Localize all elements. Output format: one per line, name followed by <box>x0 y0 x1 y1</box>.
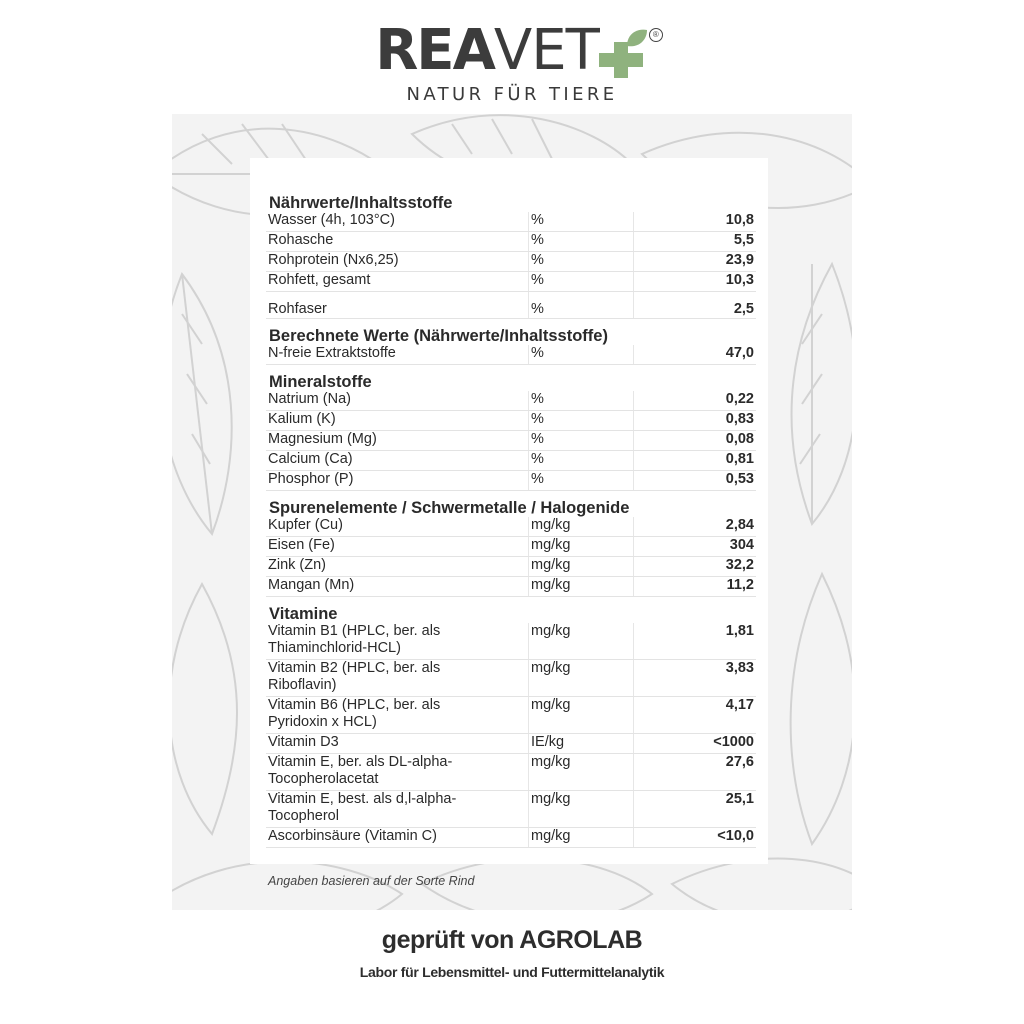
row-unit: mg/kg <box>529 754 634 791</box>
row-label <box>266 660 529 697</box>
row-unit: % <box>529 451 634 471</box>
row-value: 23,9 <box>634 252 757 272</box>
row-unit: % <box>529 431 634 451</box>
row-unit: % <box>529 232 634 252</box>
row-value: 0,83 <box>634 411 757 431</box>
section-title: Nährwerte/Inhaltsstoffe <box>269 194 453 212</box>
row-value: 27,6 <box>634 754 757 791</box>
table-row <box>266 471 756 491</box>
row-value: 0,81 <box>634 451 757 471</box>
table-row <box>266 391 756 411</box>
row-value: 1,81 <box>634 623 757 660</box>
table-row <box>266 451 756 471</box>
table-row <box>266 232 756 252</box>
row-unit: mg/kg <box>529 537 634 557</box>
table-row <box>266 697 756 734</box>
brand-tagline: NATUR FÜR TIERE <box>406 84 618 105</box>
row-label-line: Riboflavin) <box>268 677 337 693</box>
row-label-line: Vitamin B6 (HPLC, ber. als <box>268 697 441 713</box>
row-unit: % <box>529 212 634 232</box>
row-value: 25,1 <box>634 791 757 828</box>
row-label <box>266 471 529 491</box>
table-row <box>266 411 756 431</box>
row-unit: mg/kg <box>529 517 634 537</box>
row-value: 3,83 <box>634 660 757 697</box>
row-unit: mg/kg <box>529 660 634 697</box>
row-label <box>266 537 529 557</box>
row-label <box>266 252 529 272</box>
table-row <box>266 345 756 365</box>
row-label-line: Phosphor (P) <box>268 471 354 487</box>
row-label <box>266 411 529 431</box>
row-value: <10,0 <box>634 828 757 848</box>
row-unit: % <box>529 411 634 431</box>
row-value: 0,53 <box>634 471 757 491</box>
row-label <box>266 697 529 734</box>
table-row <box>266 272 756 292</box>
table-row <box>266 517 756 537</box>
row-label-line: Vitamin D3 <box>268 734 339 750</box>
row-label <box>266 517 529 537</box>
section-title: Mineralstoffe <box>269 373 372 391</box>
row-label <box>266 272 529 292</box>
row-label <box>266 791 529 828</box>
row-unit: mg/kg <box>529 697 634 734</box>
table-row <box>266 212 756 232</box>
row-label <box>266 623 529 660</box>
row-unit: mg/kg <box>529 623 634 660</box>
nutrition-table <box>266 186 756 848</box>
table-row <box>266 754 756 791</box>
row-label-line: Kupfer (Cu) <box>268 517 343 533</box>
row-label <box>266 734 529 754</box>
row-label-line: Natrium (Na) <box>268 391 351 407</box>
row-unit: mg/kg <box>529 828 634 848</box>
registered-mark: ® <box>649 28 663 42</box>
row-label-line: Vitamin E, best. als d,l-alpha- <box>268 791 457 807</box>
row-unit: % <box>529 292 634 319</box>
row-value: 32,2 <box>634 557 757 577</box>
footnote: Angaben basieren auf der Sorte Rind <box>268 874 475 888</box>
row-unit: % <box>529 471 634 491</box>
row-label-line: Rohprotein (Nx6,25) <box>268 252 399 268</box>
row-unit: mg/kg <box>529 791 634 828</box>
section-heading <box>266 186 756 212</box>
table-row <box>266 431 756 451</box>
row-label-line: Zink (Zn) <box>268 557 326 573</box>
row-label-line: Tocopherolacetat <box>268 771 379 787</box>
row-unit: % <box>529 391 634 411</box>
row-unit: mg/kg <box>529 577 634 597</box>
row-value: 10,3 <box>634 272 757 292</box>
section-heading <box>266 365 756 392</box>
table-row <box>266 292 756 319</box>
tested-by-heading: geprüft von AGROLAB <box>381 926 643 954</box>
table-row <box>266 252 756 272</box>
section-title: Spurenelemente / Schwermetalle / Halogenide <box>269 499 630 517</box>
row-label-line: Rohasche <box>268 232 334 248</box>
brand-name: REAVET <box>375 18 599 83</box>
table-row <box>266 623 756 660</box>
row-label <box>266 431 529 451</box>
row-label <box>266 451 529 471</box>
table-row <box>266 734 756 754</box>
row-label-line: Kalium (K) <box>268 411 336 427</box>
row-label <box>266 754 529 791</box>
row-value: 47,0 <box>634 345 757 365</box>
lab-description: Labor für Lebensmittel- und Futtermittelanalytik <box>359 964 665 980</box>
table-row <box>266 828 756 848</box>
table-row <box>266 660 756 697</box>
table-row <box>266 557 756 577</box>
row-label <box>266 212 529 232</box>
row-label-line: Pyridoxin x HCL) <box>268 714 377 730</box>
row-value: 11,2 <box>634 577 757 597</box>
row-label <box>266 557 529 577</box>
row-value: 0,08 <box>634 431 757 451</box>
table-row <box>266 537 756 557</box>
row-label-line: Mangan (Mn) <box>268 577 355 593</box>
row-unit: % <box>529 272 634 292</box>
section-heading <box>266 597 756 624</box>
row-label-line: Eisen (Fe) <box>268 537 335 553</box>
row-label-line: Magnesium (Mg) <box>268 431 377 447</box>
row-label-line: Tocopherol <box>268 808 339 824</box>
row-unit: IE/kg <box>529 734 634 754</box>
row-label <box>266 577 529 597</box>
row-label-line: Rohfaser <box>268 301 327 317</box>
row-value: 0,22 <box>634 391 757 411</box>
row-label-line: Vitamin B1 (HPLC, ber. als <box>268 623 441 639</box>
row-label-line: Wasser (4h, 103°C) <box>268 212 395 228</box>
table-row <box>266 577 756 597</box>
row-value: 10,8 <box>634 212 757 232</box>
row-label-line: Thiaminchlorid-HCL) <box>268 640 401 656</box>
section-title: Vitamine <box>269 605 338 623</box>
row-value: 5,5 <box>634 232 757 252</box>
row-value: 2,84 <box>634 517 757 537</box>
row-unit: % <box>529 345 634 365</box>
section-title: Berechnete Werte (Nährwerte/Inhaltsstoffe) <box>269 327 608 345</box>
plus-leaf-icon <box>597 24 659 80</box>
row-value: 304 <box>634 537 757 557</box>
row-label <box>266 828 529 848</box>
row-value: <1000 <box>634 734 757 754</box>
section-heading <box>266 319 756 346</box>
row-label-line: Vitamin E, ber. als DL-alpha- <box>268 754 453 770</box>
row-label-line: Calcium (Ca) <box>268 451 353 467</box>
section-heading <box>266 491 756 518</box>
row-label <box>266 391 529 411</box>
row-label-line: Vitamin B2 (HPLC, ber. als <box>268 660 441 676</box>
row-unit: % <box>529 252 634 272</box>
row-label-line: N-freie Extraktstoffe <box>268 345 396 361</box>
row-label-line: Ascorbinsäure (Vitamin C) <box>268 828 437 844</box>
table-row <box>266 791 756 828</box>
brand-logo <box>0 18 1024 105</box>
row-unit: mg/kg <box>529 557 634 577</box>
row-label <box>266 292 529 319</box>
row-value: 2,5 <box>634 292 757 319</box>
row-label-line: Rohfett, gesamt <box>268 272 371 288</box>
row-label <box>266 345 529 365</box>
row-value: 4,17 <box>634 697 757 734</box>
row-label <box>266 232 529 252</box>
